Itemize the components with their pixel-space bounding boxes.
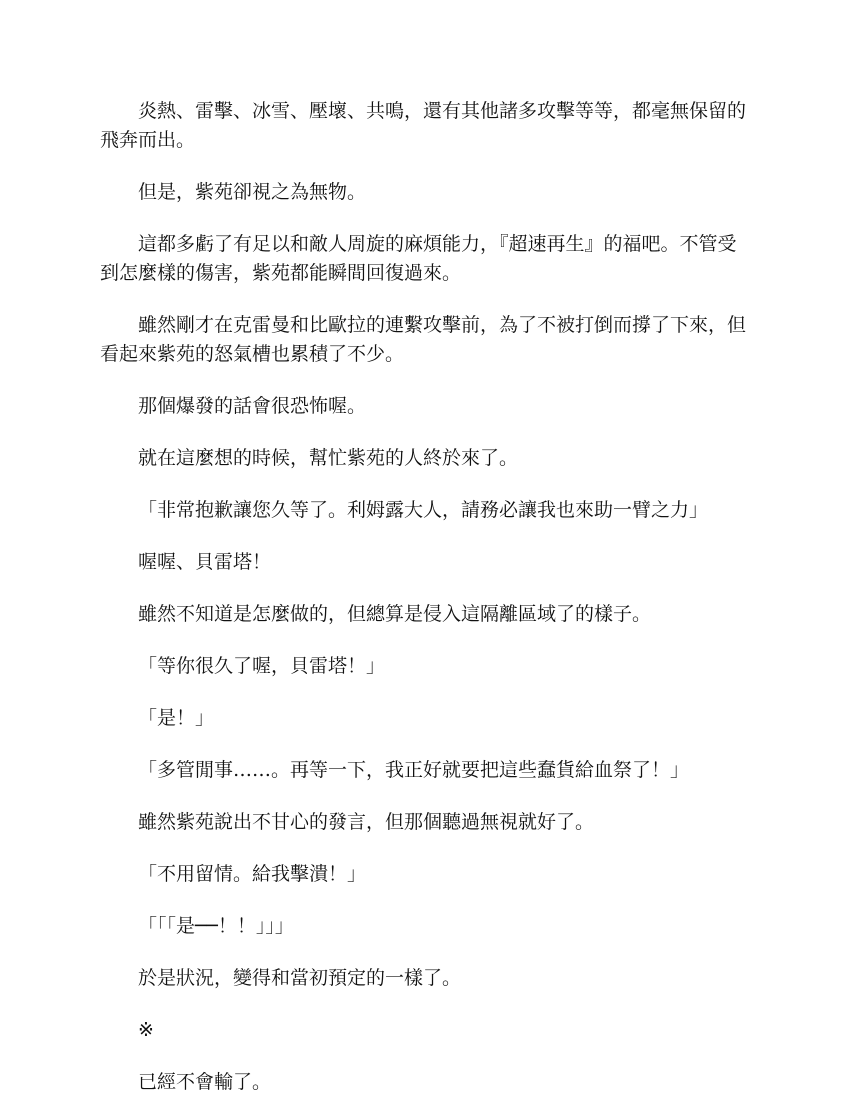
paragraph: 「「「是──！！」」」 — [138, 915, 294, 937]
paragraph: 於是狀況，變得和當初預定的一樣了。 — [138, 967, 462, 989]
paragraph: 「等你很久了喔，貝雷塔！」 — [138, 655, 386, 677]
paragraph: 「是！」 — [138, 707, 215, 729]
paragraph: 「多管閒事……。再等一下，我正好就要把這些蠢貨給血祭了！」 — [138, 759, 690, 781]
paragraph: 這都多虧了有足以和敵人周旋的麻煩能力，『超速再生』的福吧。不管受到怎麼樣的傷害，紫苑都能瞬間回復過來。 — [100, 233, 737, 284]
paragraph: 但是，紫苑卻視之為無物。 — [138, 181, 367, 203]
section-break-mark: ※ — [138, 1019, 154, 1041]
paragraph: 雖然剛才在克雷曼和比歐拉的連繫攻擊前，為了不被打倒而撐了下來，但看起來紫苑的怒氣槽也累積了不少。 — [100, 314, 747, 365]
paragraph: 那個爆發的話會很恐怖喔。 — [138, 395, 367, 417]
paragraph: 雖然紫苑說出不甘心的發言，但那個聽過無視就好了。 — [138, 811, 595, 833]
paragraph: 「不用留情。給我擊潰！」 — [138, 863, 367, 885]
paragraph: 就在這麼想的時候，幫忙紫苑的人終於來了。 — [138, 447, 519, 469]
paragraph: 炎熱、雷擊、冰雪、壓壞、共鳴，還有其他諸多攻擊等等，都毫無保留的飛奔而出。 — [100, 100, 747, 151]
paragraph: 喔喔、貝雷塔！ — [138, 551, 272, 573]
paragraph: 「非常抱歉讓您久等了。利姆露大人，請務必讓我也來助一臂之力」 — [138, 499, 709, 521]
paragraph: 已經不會輸了。 — [138, 1071, 272, 1093]
document-page — [100, 97, 752, 1120]
paragraph: 雖然不知道是怎麼做的，但總算是侵入這隔離區域了的樣子。 — [138, 603, 652, 625]
